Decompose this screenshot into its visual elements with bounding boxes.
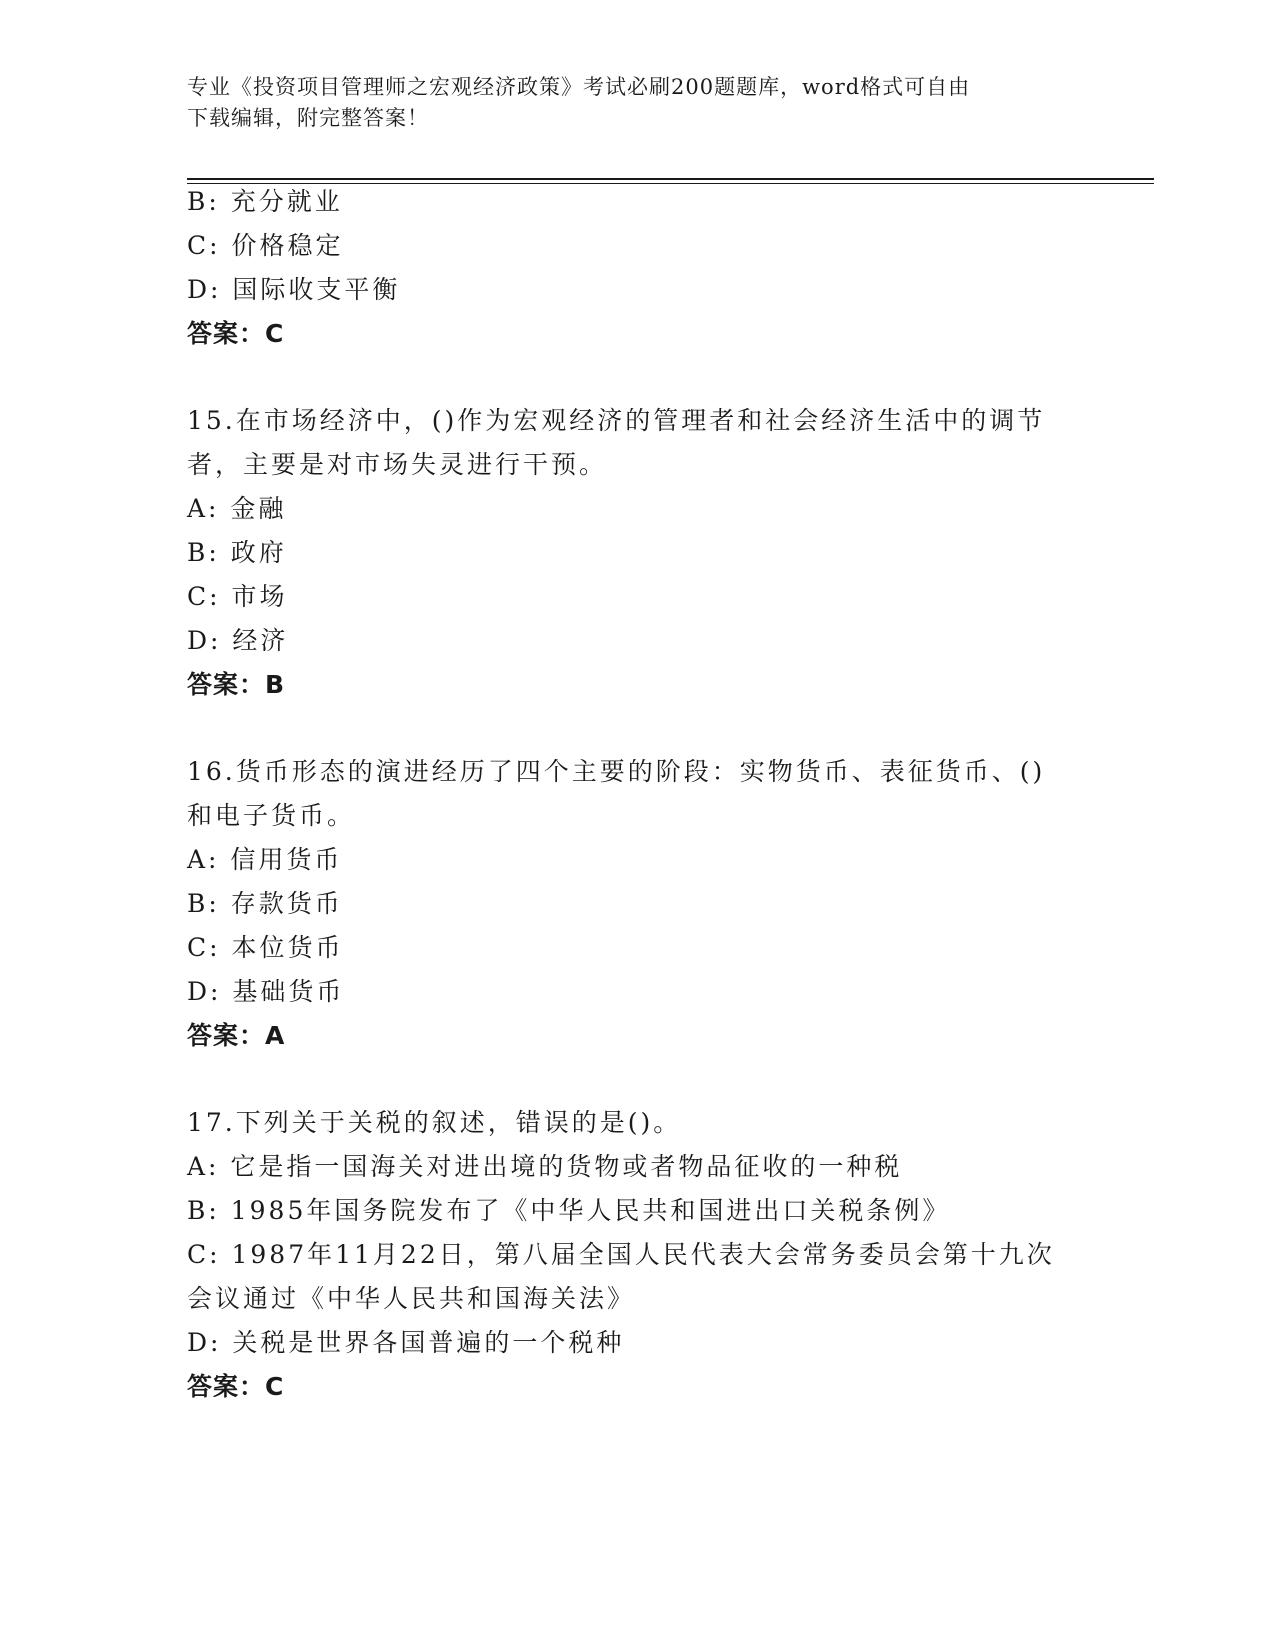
q16-option-d: D: 基础货币 bbox=[187, 977, 345, 1006]
q16-stem-line-2: 和电子货币。 bbox=[187, 801, 356, 830]
header-line-2: 下载编辑，附完整答案！ bbox=[187, 106, 429, 130]
q17-option-c-line-2: 会议通过《中华人民共和国海关法》 bbox=[187, 1284, 636, 1313]
document-header bbox=[187, 72, 1087, 134]
q17-answer: 答案：C bbox=[187, 1372, 285, 1401]
q14-option-c: C: 价格稳定 bbox=[187, 231, 344, 260]
q17-option-c-line-1: C: 1987年11月22日，第八届全国人民代表大会常务委员会第十九次 bbox=[187, 1240, 1055, 1269]
q16-option-b: B: 存款货币 bbox=[187, 889, 343, 918]
q15-option-b: B: 政府 bbox=[187, 538, 287, 567]
q17-option-b: B: 1985年国务院发布了《中华人民共和国进出口关税条例》 bbox=[187, 1196, 951, 1225]
q14-answer: 答案：C bbox=[187, 319, 285, 348]
q16-stem-line-1: 16.货币形态的演进经历了四个主要的阶段：实物货币、表征货币、() bbox=[187, 757, 1046, 786]
q16-option-a: A: 信用货币 bbox=[187, 845, 343, 874]
header-line-1: 专业《投资项目管理师之宏观经济政策》考试必刷200题题库，word格式可自由 bbox=[187, 75, 971, 99]
q15-option-d: D: 经济 bbox=[187, 626, 289, 655]
q17-option-a: A: 它是指一国海关对进出境的货物或者物品征收的一种税 bbox=[187, 1152, 903, 1181]
q17-option-d: D: 关税是世界各国普遍的一个税种 bbox=[187, 1328, 625, 1357]
q16-answer: 答案：A bbox=[187, 1021, 286, 1050]
q15-option-c: C: 市场 bbox=[187, 582, 288, 611]
q17-stem-line-1: 17.下列关于关税的叙述，错误的是()。 bbox=[187, 1108, 682, 1137]
header-divider-thick bbox=[187, 178, 1154, 180]
q15-answer: 答案：B bbox=[187, 670, 286, 699]
q15-stem-line-1: 15.在市场经济中，()作为宏观经济的管理者和社会经济生活中的调节 bbox=[187, 406, 1046, 435]
q14-option-b: B: 充分就业 bbox=[187, 187, 343, 216]
q16-option-c: C: 本位货币 bbox=[187, 933, 344, 962]
header-divider-thin bbox=[187, 183, 1154, 184]
q15-stem-line-2: 者，主要是对市场失灵进行干预。 bbox=[187, 450, 608, 479]
q14-option-d: D: 国际收支平衡 bbox=[187, 275, 401, 304]
q15-option-a: A: 金融 bbox=[187, 494, 287, 523]
